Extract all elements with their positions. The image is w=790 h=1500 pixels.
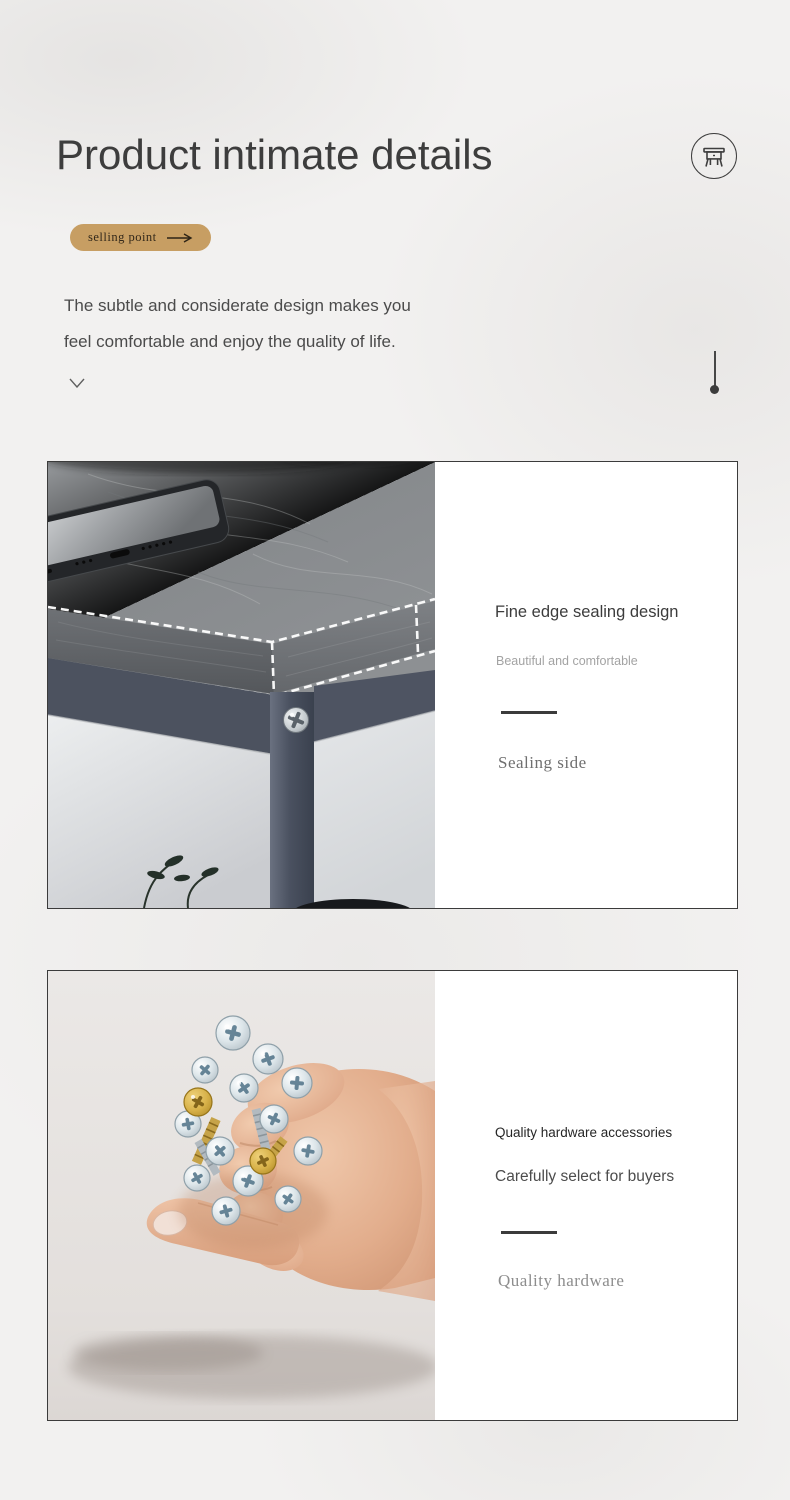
pin-dot [710,385,719,394]
description-paragraph [64,288,524,360]
pin-stem [714,351,716,387]
hardware-photo [48,971,435,1420]
table-corner-illustration [48,462,435,908]
card-caption: Sealing side [498,753,587,772]
right-arrow-icon [167,233,193,243]
table-icon-glyph [698,140,730,172]
description-line-1: The subtle and considerate design makes you [64,296,411,315]
quality-hardware-text-panel [435,971,737,1420]
edge-sealing-photo [48,462,435,908]
card-subtitle: Carefully select for buyers [495,1168,675,1185]
pin-marker [709,351,720,395]
description-line-2: feel comfortable and enjoy the quality of life. [64,332,396,351]
card-caption: Quality hardware [498,1271,625,1290]
chevron-down-icon [69,378,85,388]
page-title: Product intimate details [56,131,493,178]
table-icon [691,133,737,179]
card-title: Quality hardware accessories [495,1125,673,1140]
hand-with-screws-illustration [48,971,435,1420]
divider-line [501,1231,557,1234]
edge-sealing-text-panel [435,462,737,908]
card-subtitle: Beautiful and comfortable [496,654,638,668]
feature-card-edge-sealing [47,461,738,909]
card-title: Fine edge sealing design [495,603,679,621]
selling-point-badge [70,224,211,251]
feature-card-quality-hardware [47,970,738,1421]
selling-point-label: selling point [88,230,157,244]
divider-line [501,711,557,714]
